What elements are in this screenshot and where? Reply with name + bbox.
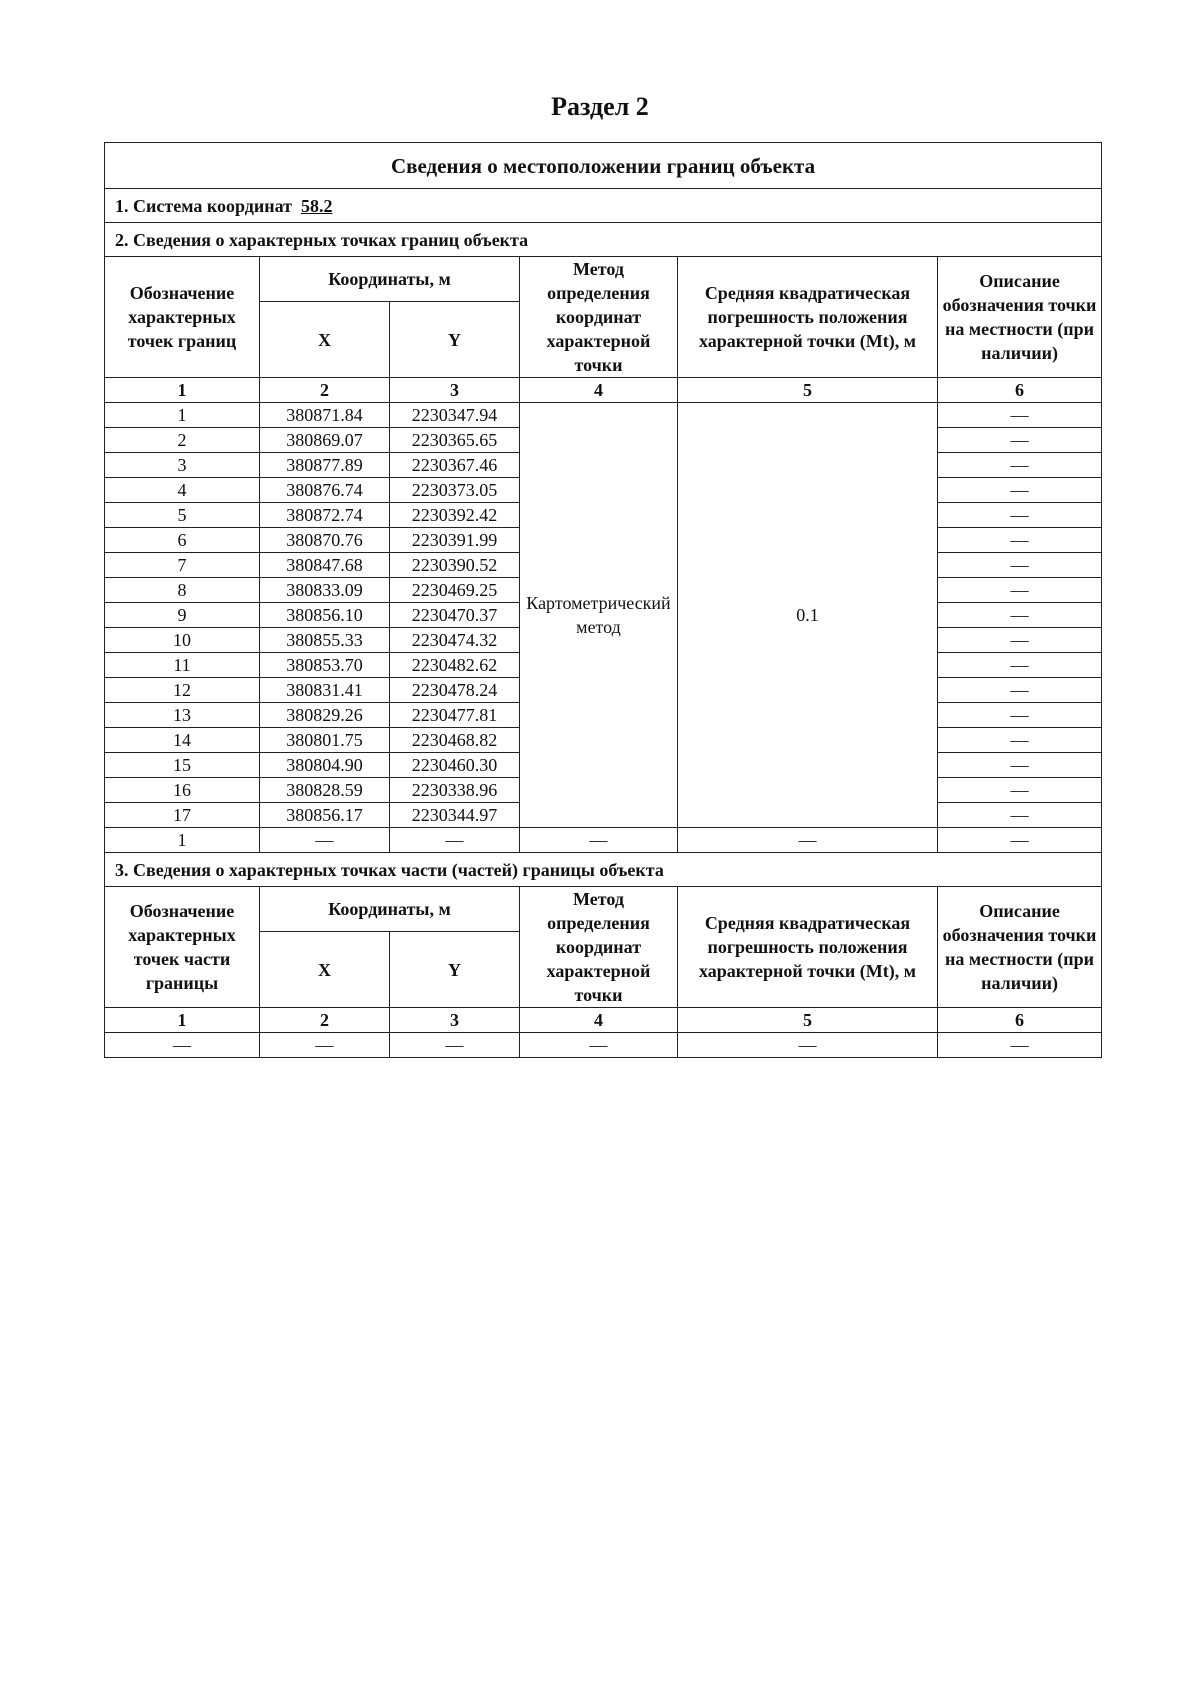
coord-y: 2230469.25 (390, 578, 520, 603)
section-title: Раздел 2 (551, 92, 649, 121)
coord-y: 2230482.62 (390, 653, 520, 678)
s2-header-y: Y (390, 302, 520, 378)
coord-y: 2230344.97 (390, 803, 520, 828)
coord-x: 380855.33 (260, 628, 390, 653)
coord-x: 380877.89 (260, 453, 390, 478)
col-number: 3 (390, 378, 520, 403)
closing-cell: — (390, 828, 520, 853)
point-number: 13 (105, 703, 260, 728)
closing-cell: 1 (105, 828, 260, 853)
col-number: 6 (938, 378, 1102, 403)
point-number: 5 (105, 503, 260, 528)
section3-title: 3. Сведения о характерных точках части (частей) границы объекта (105, 853, 1102, 887)
s2-header-x: X (260, 302, 390, 378)
point-number: 8 (105, 578, 260, 603)
point-number: 2 (105, 428, 260, 453)
coord-x: 380870.76 (260, 528, 390, 553)
point-number: 10 (105, 628, 260, 653)
s2-header-coords: Координаты, м (260, 257, 520, 302)
point-description: — (938, 603, 1102, 628)
coord-y: 2230338.96 (390, 778, 520, 803)
coord-x: 380831.41 (260, 678, 390, 703)
coord-y: 2230347.94 (390, 403, 520, 428)
s3-column-numbers (105, 1008, 1102, 1033)
empty-cell: — (938, 1033, 1102, 1058)
point-number: 4 (105, 478, 260, 503)
point-description: — (938, 578, 1102, 603)
point-number: 16 (105, 778, 260, 803)
coord-x: 380871.84 (260, 403, 390, 428)
point-description: — (938, 628, 1102, 653)
point-description: — (938, 753, 1102, 778)
coord-x: 380856.17 (260, 803, 390, 828)
coord-x: 380869.07 (260, 428, 390, 453)
point-number: 9 (105, 603, 260, 628)
s2-header-designation: Обозначение характерных точек границ (105, 257, 260, 378)
col-number: 1 (105, 378, 260, 403)
closing-cell: — (260, 828, 390, 853)
coord-y: 2230478.24 (390, 678, 520, 703)
s3-header-error: Средняя квадратическая погрешность положения характерной точки (Mt), м (678, 887, 938, 1008)
point-description: — (938, 503, 1102, 528)
point-number: 3 (105, 453, 260, 478)
s2-header-description: Описание обозначения точки на местности (при наличии) (938, 257, 1102, 378)
coord-x: 380847.68 (260, 553, 390, 578)
point-description: — (938, 678, 1102, 703)
empty-cell: — (260, 1033, 390, 1058)
col-number: 1 (105, 1008, 260, 1033)
point-description: — (938, 428, 1102, 453)
section2-title: 2. Сведения о характерных точках границ объекта (105, 223, 1102, 257)
point-description: — (938, 403, 1102, 428)
coord-system-value: 58.2 (300, 195, 333, 216)
point-number: 6 (105, 528, 260, 553)
s2-header-error: Средняя квадратическая погрешность положения характерной точки (Mt), м (678, 257, 938, 378)
point-number: 15 (105, 753, 260, 778)
s2-header-method: Метод определения координат характерной точки (520, 257, 678, 378)
coord-y: 2230470.37 (390, 603, 520, 628)
coord-y: 2230367.46 (390, 453, 520, 478)
col-number: 4 (520, 378, 678, 403)
point-description: — (938, 778, 1102, 803)
point-number: 12 (105, 678, 260, 703)
point-description: — (938, 653, 1102, 678)
col-number: 5 (678, 1008, 938, 1033)
point-description: — (938, 453, 1102, 478)
coord-y: 2230468.82 (390, 728, 520, 753)
col-number: 2 (260, 378, 390, 403)
coord-x: 380828.59 (260, 778, 390, 803)
point-number: 1 (105, 403, 260, 428)
col-number: 6 (938, 1008, 1102, 1033)
s3-header-designation: Обозначение характерных точек части границы (105, 887, 260, 1008)
coord-y: 2230477.81 (390, 703, 520, 728)
empty-cell: — (678, 1033, 938, 1058)
coord-x: 380876.74 (260, 478, 390, 503)
coord-y: 2230392.42 (390, 503, 520, 528)
coord-x: 380872.74 (260, 503, 390, 528)
boundary-table (104, 142, 1102, 1058)
point-number: 14 (105, 728, 260, 753)
coord-system-label: 1. Система координат (115, 195, 292, 216)
coord-y: 2230460.30 (390, 753, 520, 778)
col-number: 2 (260, 1008, 390, 1033)
coord-x: 380829.26 (260, 703, 390, 728)
coord-y: 2230390.52 (390, 553, 520, 578)
s2-column-numbers (105, 378, 1102, 403)
closing-row (105, 828, 1102, 853)
table-row (105, 403, 1102, 428)
coord-x: 380801.75 (260, 728, 390, 753)
empty-cell: — (105, 1033, 260, 1058)
closing-cell: — (938, 828, 1102, 853)
point-description: — (938, 703, 1102, 728)
empty-cell: — (520, 1033, 678, 1058)
s3-header-y: Y (390, 932, 520, 1008)
point-description: — (938, 478, 1102, 503)
coord-x: 380833.09 (260, 578, 390, 603)
table-title: Сведения о местоположении границ объекта (105, 143, 1102, 189)
col-number: 5 (678, 378, 938, 403)
coord-y: 2230474.32 (390, 628, 520, 653)
coord-x: 380856.10 (260, 603, 390, 628)
coord-system-row (105, 189, 1102, 223)
point-number: 11 (105, 653, 260, 678)
coord-y: 2230373.05 (390, 478, 520, 503)
s3-header-method: Метод определения координат характерной точки (520, 887, 678, 1008)
coord-y: 2230365.65 (390, 428, 520, 453)
closing-cell: — (520, 828, 678, 853)
method-value: Картометрический метод (520, 403, 678, 828)
s3-header-x: X (260, 932, 390, 1008)
col-number: 4 (520, 1008, 678, 1033)
col-number: 3 (390, 1008, 520, 1033)
point-number: 7 (105, 553, 260, 578)
point-description: — (938, 803, 1102, 828)
coord-x: 380853.70 (260, 653, 390, 678)
point-description: — (938, 553, 1102, 578)
point-description: — (938, 528, 1102, 553)
s3-header-coords: Координаты, м (260, 887, 520, 932)
point-description: — (938, 728, 1102, 753)
s3-empty-row (105, 1033, 1102, 1058)
point-number: 17 (105, 803, 260, 828)
empty-cell: — (390, 1033, 520, 1058)
s3-header-description: Описание обозначения точки на местности (при наличии) (938, 887, 1102, 1008)
coord-x: 380804.90 (260, 753, 390, 778)
closing-cell: — (678, 828, 938, 853)
error-value: 0.1 (678, 403, 938, 828)
coord-y: 2230391.99 (390, 528, 520, 553)
